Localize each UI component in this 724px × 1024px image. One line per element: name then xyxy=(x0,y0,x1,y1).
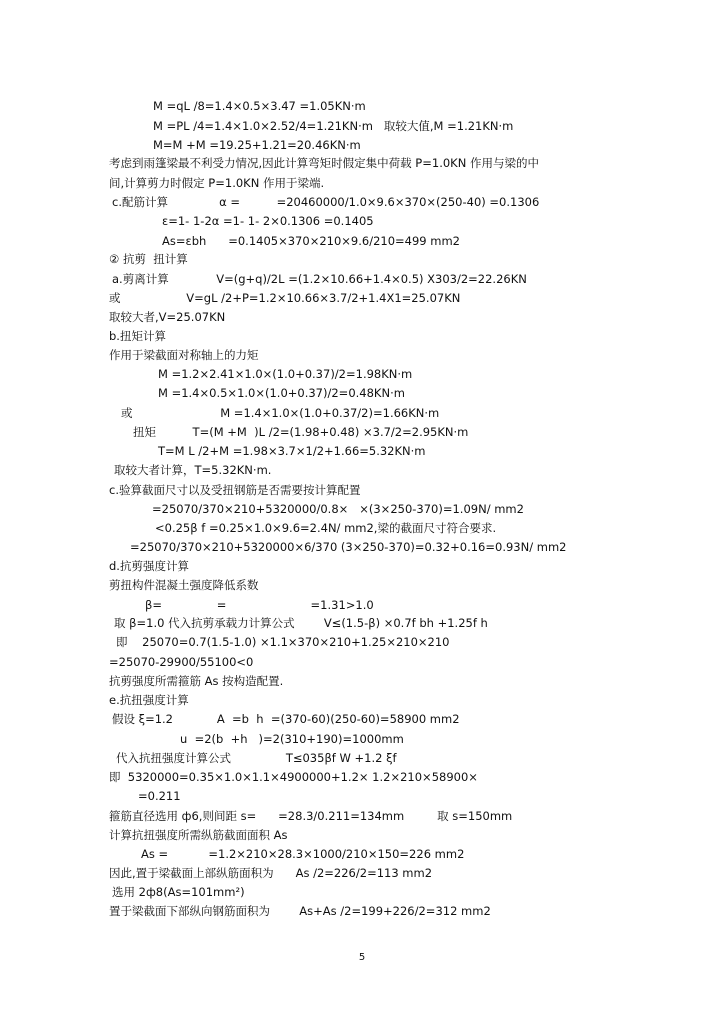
text-line: b.扭矩计算 xyxy=(109,329,166,343)
text-line: 或 M =1.4×1.0×(1.0+0.37/2)=1.66KN·m xyxy=(121,406,440,420)
text-line: ε=1- 1-2α =1- 1- 2×0.1306 =0.1405 xyxy=(162,214,374,228)
text-line: 扭矩 T=(M +M )L /2=(1.98+0.48) ×3.7/2=2.95KN·m xyxy=(133,425,469,439)
text-line: M=M +M =19.25+1.21=20.46KN·m xyxy=(153,138,361,152)
text-line: d.抗剪强度计算 xyxy=(109,559,189,573)
text-line: 即 5320000=0.35×1.0×1.1×4900000+1.2× 1.2×210×58900× xyxy=(109,770,478,784)
text-line: β= = =1.31>1.0 xyxy=(145,598,374,612)
text-line: 代入抗扭强度计算公式 T≤035βf W +1.2 ξf xyxy=(116,751,397,765)
text-line: 取 β=1.0 代入抗剪承载力计算公式 V≤(1.5-β) ×0.7f bh +1.25f h xyxy=(114,616,488,630)
text-line: 选用 2ф8(As=101mm²) xyxy=(112,885,245,899)
page-number: 5 xyxy=(358,952,366,963)
text-line: 假设 ξ=1.2 A =b h =(370-60)(250-60)=58900 mm2 xyxy=(112,712,460,726)
text-line: 计算抗扭强度所需纵筋截面面积 As xyxy=(109,828,288,842)
text-line: As = =1.2×210×28.3×1000/210×150=226 mm2 xyxy=(141,847,465,861)
text-line: a.剪离计算 V=(g+q)/2L =(1.2×10.66+1.4×0.5) X303/2=22.26KN xyxy=(112,272,527,286)
text-line: 置于梁截面下部纵向钢筋面积为 As+As /2=199+226/2=312 mm2 xyxy=(109,904,491,918)
text-line: 箍筋直径选用 ф6,则间距 s= =28.3/0.211=134mm 取 s=150mm xyxy=(109,809,513,823)
text-line: M =1.4×0.5×1.0×(1.0+0.37)/2=0.48KN·m xyxy=(158,386,405,400)
text-line: 作用于梁截面对称轴上的力矩 xyxy=(109,348,259,362)
text-line: c.验算截面尺寸以及受扭钢筋是否需要按计算配置 xyxy=(109,483,361,497)
text-line: =25070-29900/55100<0 xyxy=(109,655,254,669)
text-line: M =1.2×2.41×1.0×(1.0+0.37)/2=1.98KN·m xyxy=(158,367,413,381)
section-heading: ② 抗剪 扭计算 xyxy=(109,252,188,266)
text-line: c.配筋计算 α = =20460000/1.0×9.6×370×(250-40) =0.1306 xyxy=(112,195,540,209)
text-line: =0.211 xyxy=(138,789,181,803)
text-line: 取较大者计算，T=5.32KN·m. xyxy=(114,463,272,477)
text-line: =25070/370×210+5320000/0.8× ×(3×250-370)=1.09N/ mm2 xyxy=(152,502,524,516)
text-line: u =2(b +h )=2(310+190)=1000mm xyxy=(180,732,404,746)
text-line: <0.25β f =0.25×1.0×9.6=2.4N/ mm2,梁的截面尺寸符合要求. xyxy=(155,521,497,535)
text-line: 取较大者,V=25.07KN xyxy=(109,310,226,324)
text-line: 即 25070=0.7(1.5-1.0) ×1.1×370×210+1.25×210×210 xyxy=(116,635,450,649)
text-line: =25070/370×210+5320000×6/370 (3×250-370)=0.32+0.16=0.93N/ mm2 xyxy=(130,540,567,554)
text-line: T=M L /2+M =1.98×3.7×1/2+1.66=5.32KN·m xyxy=(158,444,426,458)
text-line: M =qL /8=1.4×0.5×3.47 =1.05KN·m xyxy=(153,99,366,113)
text-line: 剪扭构件混凝土强度降低系数 xyxy=(109,578,259,592)
text-line: 考虑到雨篷梁最不利受力情况,因此计算弯矩时假定集中荷载 P=1.0KN 作用与梁的中 xyxy=(109,156,539,170)
text-line: 间,计算剪力时假定 P=1.0KN 作用于梁端. xyxy=(109,176,325,190)
text-line: e.抗扭强度计算 xyxy=(109,693,189,707)
text-line: 抗剪强度所需箍筋 As 按构造配置. xyxy=(109,674,284,688)
text-line: 因此,置于梁截面上部纵筋面积为 As /2=226/2=113 mm2 xyxy=(109,866,433,880)
text-line: As=εbh =0.1405×370×210×9.6/210=499 mm2 xyxy=(162,234,460,248)
text-line: M =PL /4=1.4×1.0×2.52/4=1.21KN·m 取较大值,M =1.21KN·m xyxy=(153,119,514,133)
text-line: 或 V=gL /2+P=1.2×10.66×3.7/2+1.4X1=25.07KN xyxy=(109,291,461,305)
